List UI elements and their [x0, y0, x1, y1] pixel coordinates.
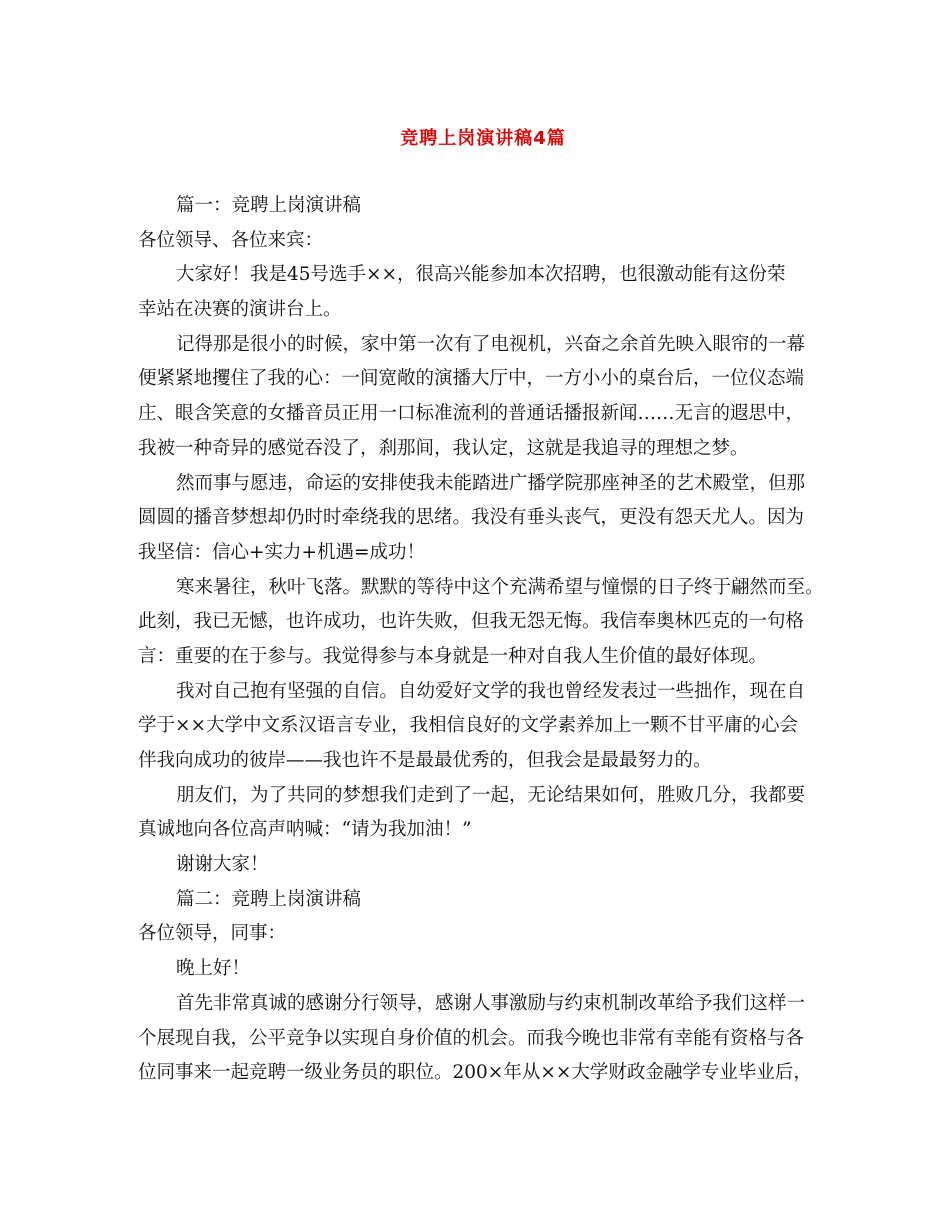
- text-line: 首先非常真诚的感谢分行领导，感谢人事激励与约束机制改革给予我们这样一: [176, 992, 806, 1014]
- text-line: 我坚信：信心+实力+机遇=成功！: [138, 541, 426, 563]
- text-line: 篇一：竞聘上岗演讲稿: [176, 195, 362, 216]
- text-line: 我被一种奇异的感觉吞没了，刹那间，我认定，这就是我追寻的理想之梦。: [138, 437, 749, 459]
- text-line: 大家好！我是45号选手××，很高兴能参加本次招聘，也很激动能有这份荣: [176, 264, 786, 286]
- text-line: 记得那是很小的时候，家中第一次有了电视机，兴奋之余首先映入眼帘的一幕: [176, 333, 806, 355]
- text-line: 个展现自我，公平竞争以实现自身价值的机会。而我今晚也非常有幸能有资格与各: [138, 1027, 805, 1049]
- text-line: 朋友们，为了共同的梦想我们走到了一起，无论结果如何，胜败几分，我都要: [176, 784, 806, 806]
- text-line: 幸站在决赛的演讲台上。: [138, 299, 342, 321]
- text-line: 各位领导、各位来宾：: [138, 229, 324, 251]
- text-line: 真诚地向各位高声呐喊：“请为我加油！”: [138, 819, 472, 841]
- text-line: 然而事与愿违，命运的安排使我未能踏进广播学院那座神圣的艺术殿堂，但那: [176, 472, 806, 494]
- text-line: 谢谢大家！: [176, 854, 269, 876]
- text-line: 便紧紧地攫住了我的心：一间宽敞的演播大厅中，一方小小的桌台后，一位仪态端: [138, 368, 805, 390]
- text-line: 我对自己抱有坚强的自信。自幼爱好文学的我也曾经发表过一些拙作，现在自: [176, 680, 806, 702]
- text-line: 学于××大学中文系汉语言专业，我相信良好的文学素养加上一颗不甘平庸的心会: [138, 715, 799, 737]
- text-line: 寒来暑往，秋叶飞落。默默的等待中这个充满希望与憧憬的日子终于翩然而至。: [176, 576, 824, 598]
- text-line: 圆圆的播音梦想却仍时时牵绕我的思绪。我没有垂头丧气，更没有怨天尤人。因为: [138, 507, 805, 529]
- text-line: 庄、眼含笑意的女播音员正用一口标准流利的普通话播报新闻……无言的遐思中，: [138, 403, 805, 425]
- text-line: 篇二：竞聘上岗演讲稿: [176, 888, 362, 910]
- text-line: 此刻，我已无憾，也许成功，也许失败，但我无怨无悔。我信奉奥林匹克的一句格: [138, 611, 805, 633]
- document-body: [138, 189, 828, 1091]
- document-title: 竞聘上岗演讲稿4篇: [400, 128, 566, 149]
- text-line: 言：重要的在于参与。我觉得参与本身就是一种对自我人生价值的最好体现。: [138, 645, 768, 667]
- text-line: 伴我向成功的彼岸——我也许不是最最优秀的，但我会是最最努力的。: [138, 750, 712, 771]
- text-line: 各位领导，同事：: [138, 923, 287, 945]
- text-line: 晚上好！: [176, 958, 251, 980]
- text-line: 位同事来一起竞聘一级业务员的职位。200×年从××大学财政金融学专业毕业后，: [138, 1062, 812, 1084]
